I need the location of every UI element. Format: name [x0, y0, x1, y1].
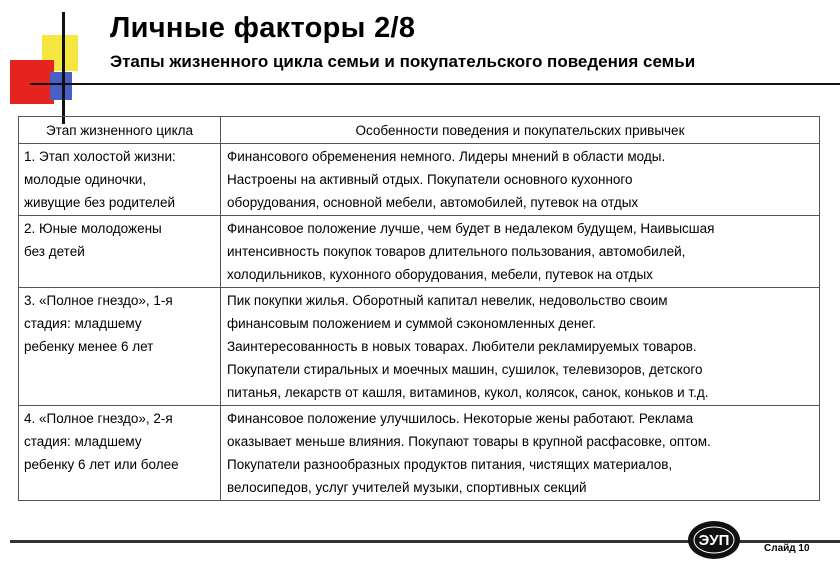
table-row — [19, 216, 820, 288]
stage-cell: 2. Юные молодожены без детей — [19, 216, 221, 288]
life-cycle-table — [18, 116, 820, 501]
title-underline — [30, 83, 840, 85]
logo-text: ЭУП — [698, 532, 730, 549]
stage-cell: 3. «Полное гнездо», 1-я стадия: младшему ребенку менее 6 лет — [19, 288, 221, 406]
table-row — [19, 288, 820, 406]
column-header-stage: Этап жизненного цикла — [19, 117, 221, 144]
table-row — [19, 406, 820, 501]
eup-logo-icon — [686, 519, 742, 561]
slide-title: Личные факторы 2/8 — [110, 12, 416, 44]
decor-vertical-line — [62, 12, 65, 124]
slide-number: Слайд 10 — [764, 543, 810, 554]
behavior-cell: Финансового обременения немного. Лидеры мнений в области моды. Настроены на активный отдых. Покупатели основного кухонного оборудования, основной мебели, автомобилей, путевок на отдых — [221, 144, 820, 216]
stage-cell: 4. «Полное гнездо», 2-я стадия: младшему ребенку 6 лет или более — [19, 406, 221, 501]
column-header-behavior: Особенности поведения и покупательских привычек — [221, 117, 820, 144]
decor-red-square — [10, 60, 54, 104]
table-row — [19, 144, 820, 216]
behavior-cell: Пик покупки жилья. Оборотный капитал невелик, недовольство своим финансовым положением и суммой сэкономленных денег. Заинтересованность в новых товарах. Любители рекламируемых товаров. Покупатели стиральных и моечных машин, сушилок, телевизоров, детского питанья, лекарств от кашля, витаминов, кукол, колясок, санок, коньков и т.д. — [221, 288, 820, 406]
stage-cell: 1. Этап холостой жизни: молодые одиночки, живущие без родителей — [19, 144, 221, 216]
decor-blue-square — [50, 72, 72, 100]
behavior-cell: Финансовое положение лучше, чем будет в недалеком будущем, Наивысшая интенсивность покупок товаров длительного пользования, автомобилей, холодильников, кухонного оборудования, мебели, путевок на отдых — [221, 216, 820, 288]
behavior-cell: Финансовое положение улучшилось. Некоторые жены работают. Реклама оказывает меньше влияния. Покупают товары в крупной расфасовке, оптом. Покупатели разнообразных продуктов питания, чистящих материалов, велосипедов, услуг учителей музыки, спортивных секций — [221, 406, 820, 501]
table-header-row — [19, 117, 820, 144]
slide-subtitle: Этапы жизненного цикла семьи и покупательского поведения семьи — [110, 52, 696, 71]
